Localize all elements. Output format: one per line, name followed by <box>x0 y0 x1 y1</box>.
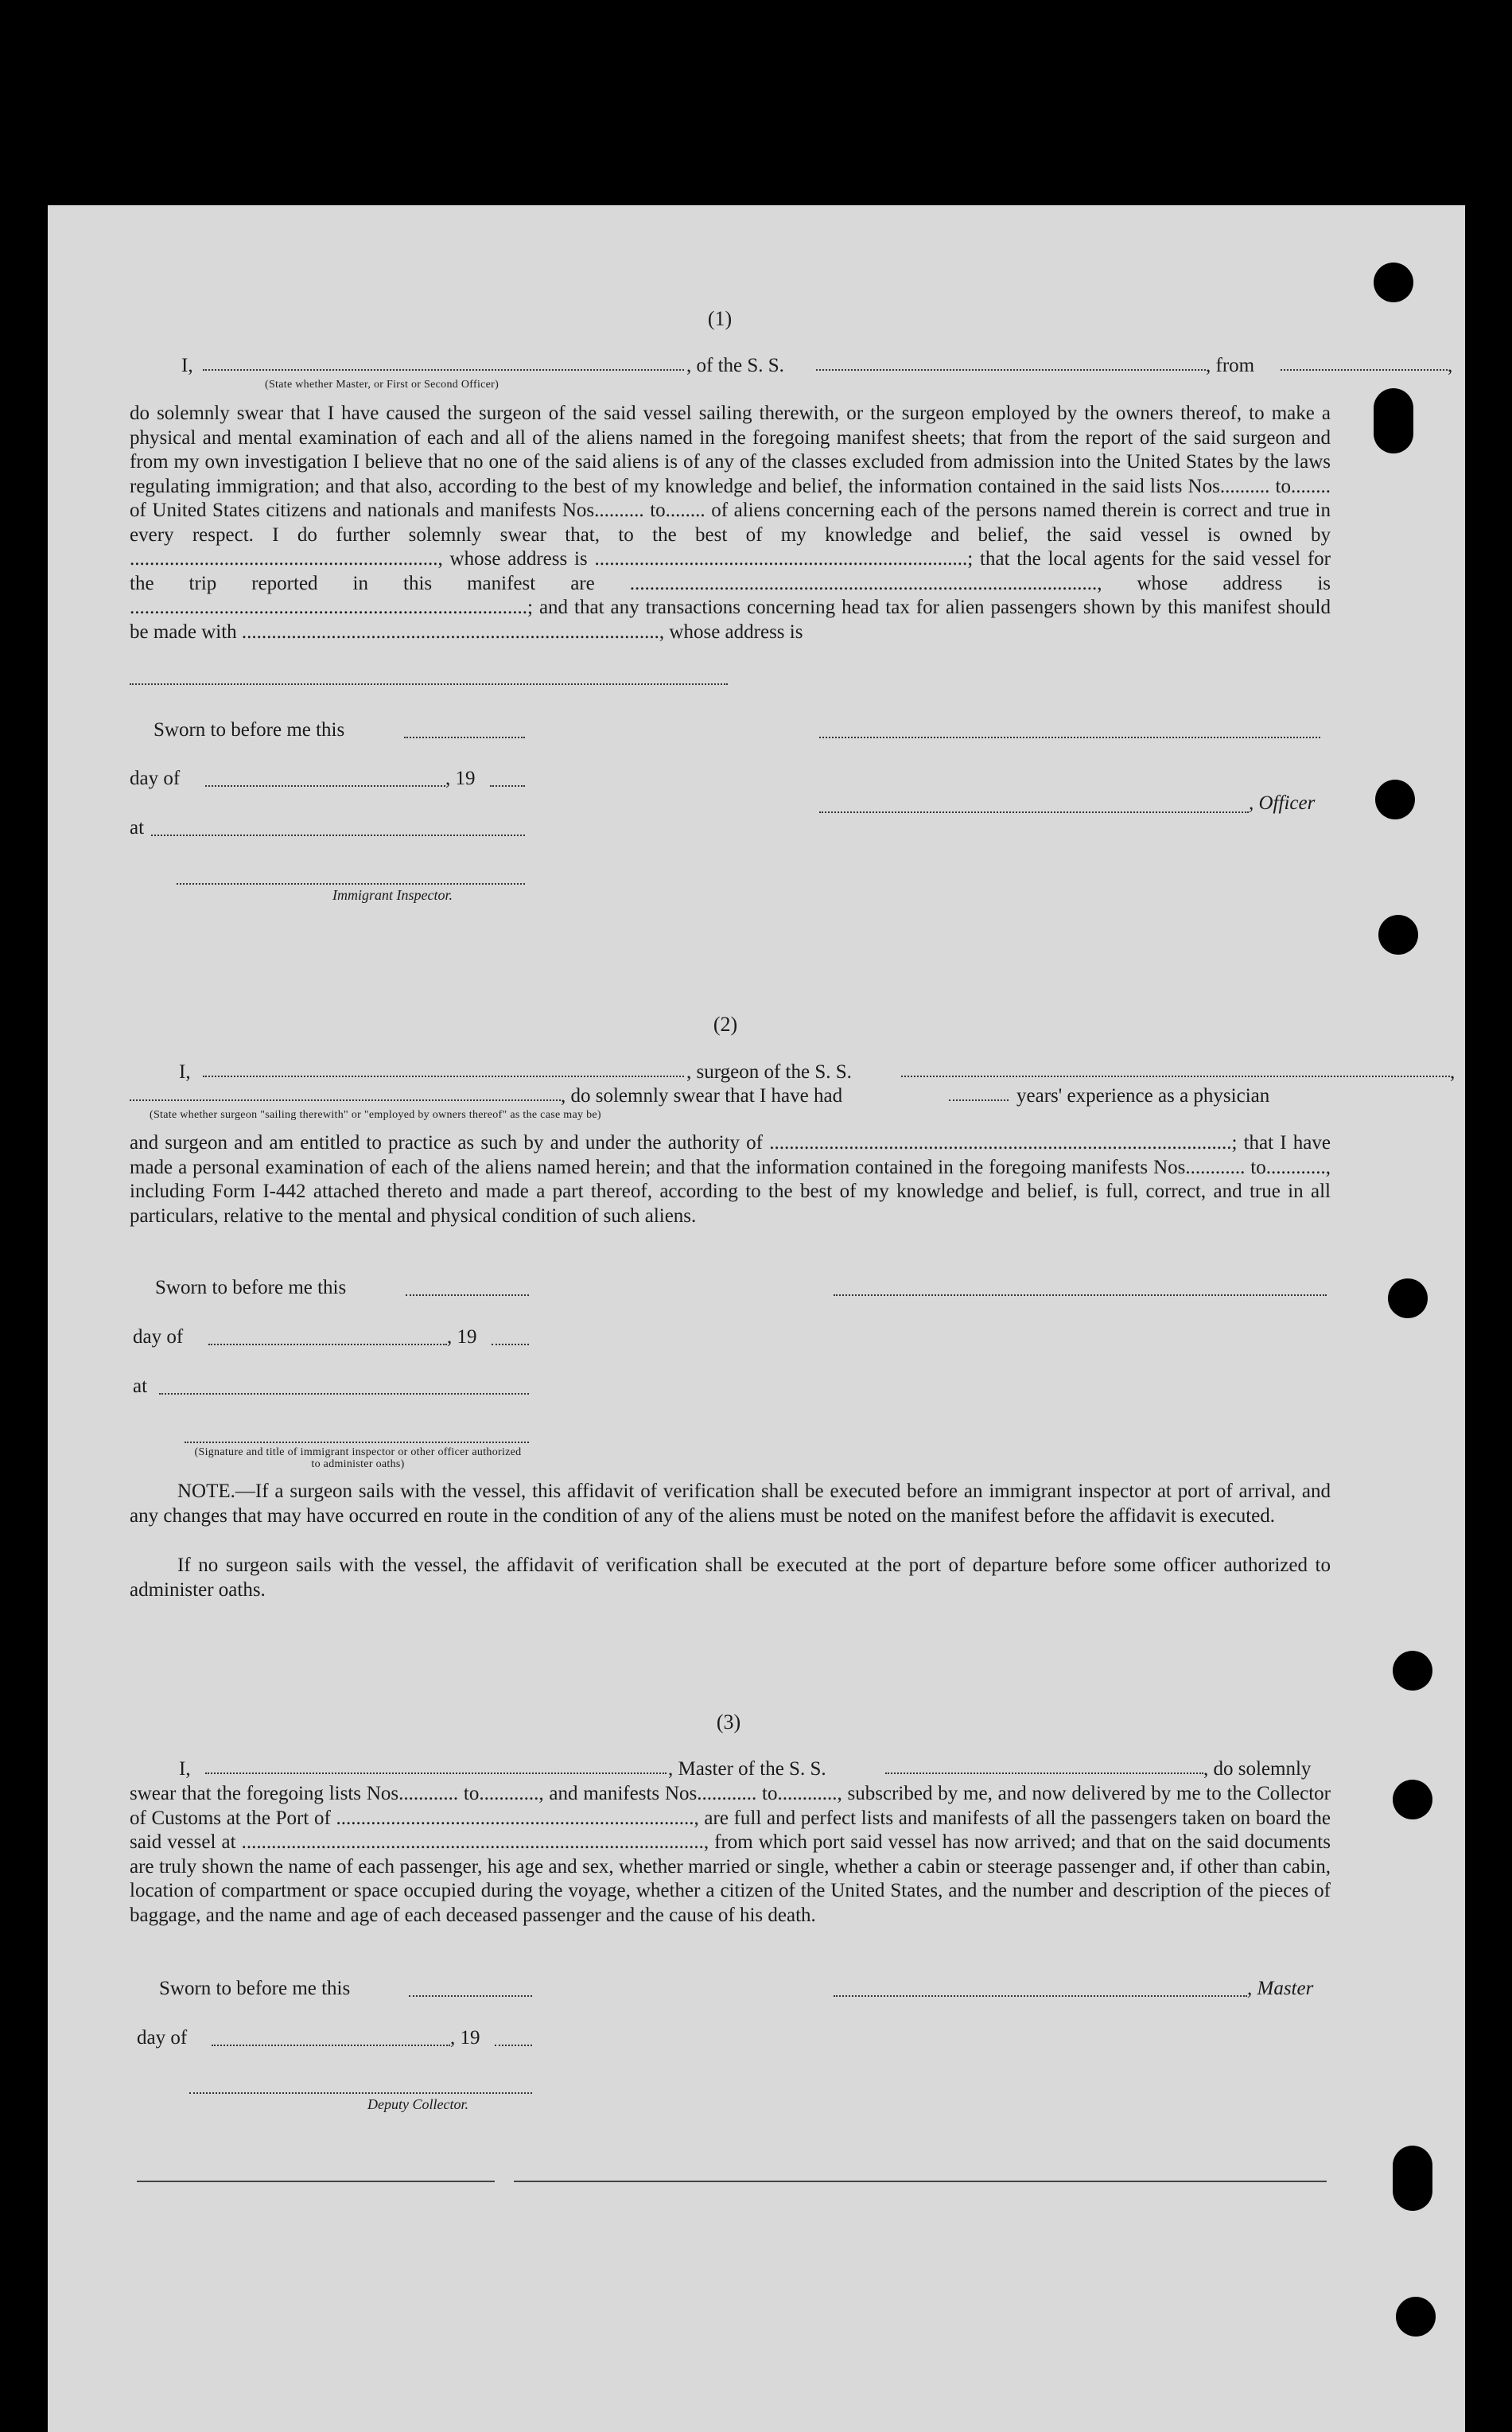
at-label: at <box>130 817 145 839</box>
surgeon-status-field[interactable] <box>130 1085 561 1101</box>
note-paragraph-2: If no surgeon sails with the vessel, the affidavit of verification shall be executed at the port of departure before some officer authorized to administer oaths. <box>130 1555 1331 1601</box>
line-end-comma: , <box>1450 1061 1456 1083</box>
master-signature-field[interactable] <box>834 1994 1247 1997</box>
bottom-rule-left <box>137 2180 495 2182</box>
punch-hole <box>1378 915 1418 955</box>
year-label: , 19 <box>447 1326 477 1348</box>
line-end-comma: , <box>1448 355 1453 376</box>
master-label <box>1247 1978 1313 2000</box>
section-number: (2) <box>713 1013 738 1036</box>
sworn-label: Sworn to before me this <box>154 719 345 741</box>
punch-hole <box>1374 263 1413 302</box>
master-of-label: , Master of the S. S. <box>668 1758 826 1780</box>
master-text: , Master <box>1247 1978 1314 1999</box>
i-label: I, <box>181 355 193 376</box>
years-label: years' experience as a physician <box>1016 1085 1270 1107</box>
sworn-label: Sworn to before me this <box>155 1277 347 1298</box>
officer-text: , Officer <box>1249 792 1316 814</box>
day-of-field[interactable] <box>212 2043 450 2046</box>
punch-hole <box>1393 1651 1432 1691</box>
bottom-rule-right <box>514 2180 1327 2182</box>
address-continuation-line[interactable] <box>130 682 728 685</box>
officer-label <box>1249 792 1315 815</box>
year-field[interactable] <box>495 2043 532 2046</box>
officer-signature-field[interactable] <box>819 735 1320 738</box>
surgeon-name-field[interactable] <box>203 1061 684 1077</box>
officer-caption: (State whether Master, or First or Second Officer) <box>265 379 499 391</box>
section-3-body: swear that the foregoing lists Nos............ to............, and manifests Nos............ to............, subscribed by me, and now delivered by me to the Collector of Customs at the Port of ........................................................................, are full and perfect lists and manifests of all the passengers taken on board the said vessel at ............................................................................................., from which port said vessel has now arrived; and that on the said documents are truly shown the name of each passenger, his age and sex, whether married or single, whether a cabin or steerage passenger and, if other than cabin, location of compartment or space occupied during the voyage, whether a citizen of the United States, and the number and description of the pieces of baggage, and the name and age of each deceased passenger and the cause of his death. <box>130 1783 1331 1926</box>
master-vessel-field[interactable] <box>885 1758 1203 1774</box>
day-of-field[interactable] <box>208 1342 447 1345</box>
punch-hole <box>1396 2297 1436 2337</box>
surgeon-of-label: , surgeon of the S. S. <box>686 1061 852 1083</box>
punch-hole <box>1374 388 1413 453</box>
at-place-field[interactable] <box>159 1391 529 1395</box>
punch-hole <box>1388 1278 1428 1318</box>
at-label: at <box>133 1376 148 1397</box>
inspector-signature-field[interactable] <box>177 881 525 885</box>
year-field[interactable] <box>492 1342 529 1345</box>
surgeon-vessel-field[interactable] <box>901 1061 1450 1077</box>
years-experience-field[interactable] <box>949 1085 1009 1101</box>
section-1-body: do solemnly swear that I have caused the surgeon of the said vessel sailing therewith, or the surgeon employed by the owners thereof, to make a physical and mental examination of each and all of the aliens named in the foregoing manifest sheets; that from the report of the said surgeon and from my own investigation I believe that no one of the said aliens is of any of the classes excluded from admission into the United States by the laws regulating immigration; and that also, according to the best of my knowledge and belief, the information contained in the said lists Nos.......... to........ of United States citizens and nationals and manifests Nos.......... to........ of aliens concerning each of the persons named therein is correct and true in every respect. I do further solemnly swear that, to the best of my knowledge and belief, the said vessel is owned by .............................................................., whose address is ...........................................................................; that the local agents for the said vessel for the trip reported in this manifest are .............................................................................................., whose address is ................................................................................; and that any transactions concerning head tax for alien passengers shown by this manifest should be made with ...................................................................................., whose address is <box>130 403 1331 643</box>
punch-hole <box>1393 1780 1432 1819</box>
vessel-label: , of the S. S. <box>686 355 784 376</box>
note-paragraph: NOTE.—If a surgeon sails with the vessel, this affidavit of verification shall be executed before an immigrant inspector at port of arrival, and any changes that may have occurred en route in the condition of any of the aliens must be noted on the manifest before the affidavit is executed. <box>130 1481 1331 1527</box>
section-number: (1) <box>707 307 733 330</box>
surgeon-signature-field[interactable] <box>834 1293 1327 1296</box>
sworn-date-field[interactable] <box>406 1293 529 1296</box>
vessel-name-field[interactable] <box>816 355 1206 371</box>
solemnly-label: , do solemnly <box>1203 1758 1312 1780</box>
surgeon-caption: (State whether surgeon "sailing therewith" or "employed by owners thereof" as the case may be) <box>150 1109 601 1121</box>
swear-label: , do solemnly swear that I have had <box>561 1085 843 1107</box>
signature-caption: (Signature and title of immigrant inspector or other officer authorized to administer oaths) <box>194 1446 522 1470</box>
from-label: , from <box>1206 355 1255 376</box>
punch-hole <box>1375 780 1415 819</box>
at-place-field[interactable] <box>151 833 525 836</box>
sworn-date-field[interactable] <box>404 735 525 738</box>
year-label: , 19 <box>445 768 476 789</box>
deputy-signature-field[interactable] <box>189 2091 532 2094</box>
section-number: (3) <box>716 1710 741 1734</box>
i-label: I, <box>179 1061 191 1083</box>
year-field[interactable] <box>490 784 525 787</box>
year-label: , 19 <box>450 2027 480 2049</box>
officer-name-field[interactable] <box>203 355 684 371</box>
inspector-signature-field[interactable] <box>185 1440 529 1443</box>
deputy-caption: Deputy Collector. <box>367 2096 468 2112</box>
section-2-body: and surgeon and am entitled to practice as such by and under the authority of .............................................................................................; that I have made a personal examination of each of the aliens named herein; and that the information contained in the foregoing manifests Nos............ to............, including Form I-442 attached thereto and made a part thereof, according to the best of my knowledge and belief, is full, correct, and true in all particulars, relative to the mental and physical condition of such aliens. <box>130 1132 1331 1227</box>
day-of-label: day of <box>133 1326 184 1348</box>
i-label: I, <box>179 1758 191 1780</box>
from-port-field[interactable] <box>1281 355 1448 371</box>
punch-hole <box>1393 2146 1432 2211</box>
master-name-field[interactable] <box>205 1758 667 1774</box>
officer-title-field[interactable] <box>819 810 1249 813</box>
sworn-date-field[interactable] <box>409 1994 532 1997</box>
day-of-label: day of <box>130 768 181 789</box>
day-of-label: day of <box>137 2027 188 2049</box>
inspector-caption: Immigrant Inspector. <box>332 887 453 903</box>
sworn-label: Sworn to before me this <box>159 1978 351 1999</box>
day-of-field[interactable] <box>205 784 445 787</box>
